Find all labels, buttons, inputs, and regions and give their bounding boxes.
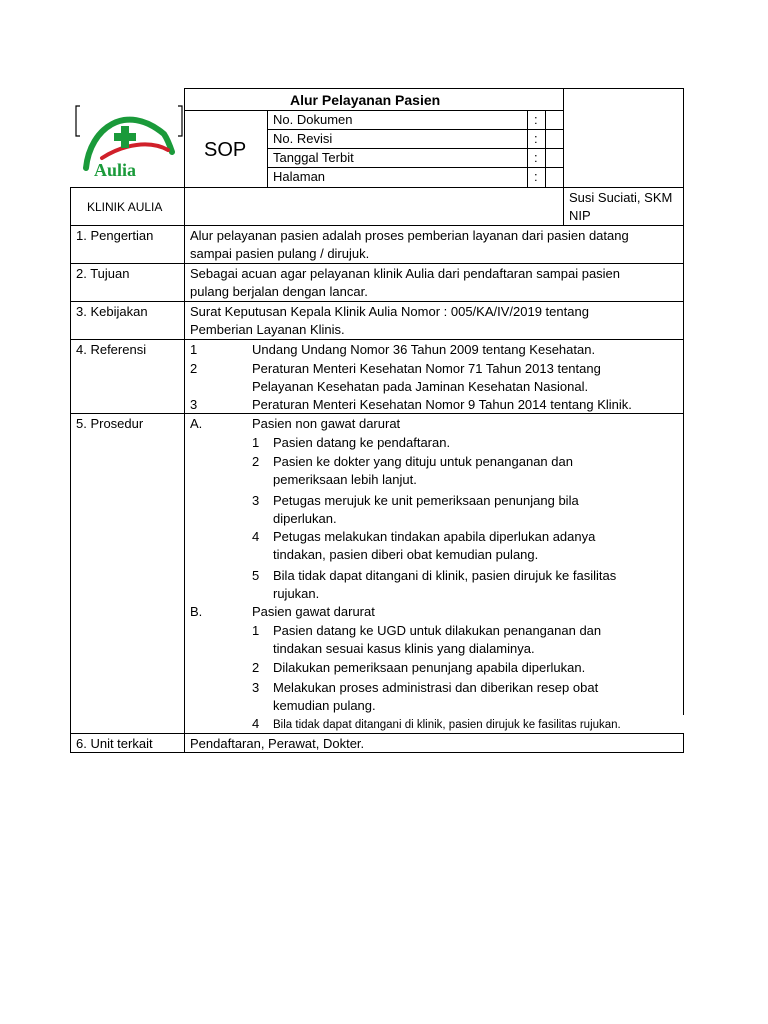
prosedur-step-line: tindakan, pasien diberi obat kemudian pulang. — [273, 547, 539, 562]
clinic-name: KLINIK AULIA — [87, 200, 163, 214]
pengertian-line: sampai pasien pulang / dirujuk. — [190, 246, 370, 261]
tujuan-line: pulang berjalan dengan lancar. — [190, 284, 368, 299]
prosedur-step-line: Melakukan proses administrasi dan diberikan resep obat — [273, 680, 599, 695]
signer-name: Susi Suciati, SKM — [569, 190, 673, 205]
logo-brand-text: Aulia — [94, 160, 137, 180]
field-no-revisi-colon: : — [534, 131, 538, 146]
prosedur-step-num: 4 — [252, 529, 260, 544]
referensi-num: 1 — [190, 342, 198, 357]
prosedur-step-num: 2 — [252, 660, 260, 675]
section-label-kebijakan: 3. Kebijakan — [76, 304, 148, 319]
prosedur-group-letter: A. — [190, 416, 203, 431]
section-label-unit-terkait: 6. Unit terkait — [76, 736, 153, 751]
referensi-line: Peraturan Menteri Kesehatan Nomor 71 Tahun 2013 tentang — [252, 361, 601, 376]
field-tanggal-terbit-colon: : — [534, 150, 538, 165]
kebijakan-line: Pemberian Layanan Klinis. — [190, 322, 345, 337]
prosedur-step-line: pemeriksaan lebih lanjut. — [273, 472, 417, 487]
prosedur-step-num: 5 — [252, 568, 260, 583]
referensi-line: Pelayanan Kesehatan pada Jaminan Kesehatan Nasional. — [252, 379, 589, 394]
section-label-referensi: 4. Referensi — [76, 342, 147, 357]
tujuan-line: Sebagai acuan agar pelayanan klinik Aulia dari pendaftaran sampai pasien — [190, 266, 621, 281]
field-halaman: Halaman — [273, 169, 326, 184]
prosedur-step-line: Bila tidak dapat ditangani di klinik, pasien dirujuk ke fasilitas rujukan. — [273, 719, 621, 731]
field-no-revisi: No. Revisi — [273, 131, 333, 146]
field-no-dokumen-colon: : — [534, 112, 538, 127]
prosedur-step-num: 1 — [252, 435, 260, 450]
unit-terkait-text: Pendaftaran, Perawat, Dokter. — [190, 736, 365, 751]
prosedur-step-num: 1 — [252, 623, 260, 638]
prosedur-step-num: 3 — [252, 493, 260, 508]
field-halaman-colon: : — [534, 169, 538, 184]
prosedur-group-title: Pasien non gawat darurat — [252, 416, 401, 431]
prosedur-step-line: rujukan. — [273, 586, 320, 601]
pengertian-line: Alur pelayanan pasien adalah proses pemberian layanan dari pasien datang — [190, 228, 629, 243]
referensi-num: 3 — [190, 397, 198, 412]
prosedur-step-line: kemudian pulang. — [273, 698, 376, 713]
prosedur-step-num: 3 — [252, 680, 260, 695]
prosedur-step-line: diperlukan. — [273, 511, 337, 526]
prosedur-group-letter: B. — [190, 604, 203, 619]
prosedur-step-num: 4 — [252, 716, 260, 731]
prosedur-step-line: Pasien datang ke pendaftaran. — [273, 435, 451, 450]
prosedur-step-line: Petugas merujuk ke unit pemeriksaan penunjang bila — [273, 493, 579, 508]
field-no-dokumen: No. Dokumen — [273, 112, 353, 127]
document-title: Alur Pelayanan Pasien — [290, 92, 441, 108]
referensi-line: Peraturan Menteri Kesehatan Nomor 9 Tahun 2014 tentang Klinik. — [252, 397, 632, 412]
referensi-line: Undang Undang Nomor 36 Tahun 2009 tentang Kesehatan. — [252, 342, 596, 357]
section-label-pengertian: 1. Pengertian — [76, 228, 154, 243]
prosedur-step-line: Petugas melakukan tindakan apabila diperlukan adanya — [273, 529, 596, 544]
prosedur-step-line: Dilakukan pemeriksaan penunjang apabila diperlukan. — [273, 660, 586, 675]
kebijakan-line: Surat Keputusan Kepala Klinik Aulia Nomor : 005/KA/IV/2019 tentang — [190, 304, 589, 319]
prosedur-step-line: tindakan sesuai kasus klinis yang dialaminya. — [273, 641, 535, 656]
prosedur-step-line: Bila tidak dapat ditangani di klinik, pasien dirujuk ke fasilitas — [273, 568, 617, 583]
prosedur-step-line: Pasien datang ke UGD untuk dilakukan penanganan dan — [273, 623, 602, 638]
prosedur-step-num: 2 — [252, 454, 260, 469]
signer-nip: NIP — [569, 208, 591, 223]
prosedur-step-line: Pasien ke dokter yang dituju untuk penanganan dan — [273, 454, 573, 469]
section-label-prosedur: 5. Prosedur — [76, 416, 144, 431]
sop-label: SOP — [204, 139, 247, 161]
field-tanggal-terbit: Tanggal Terbit — [273, 150, 354, 165]
prosedur-group-title: Pasien gawat darurat — [252, 604, 375, 619]
section-label-tujuan: 2. Tujuan — [76, 266, 130, 281]
referensi-num: 2 — [190, 361, 198, 376]
clinic-logo — [74, 100, 184, 186]
